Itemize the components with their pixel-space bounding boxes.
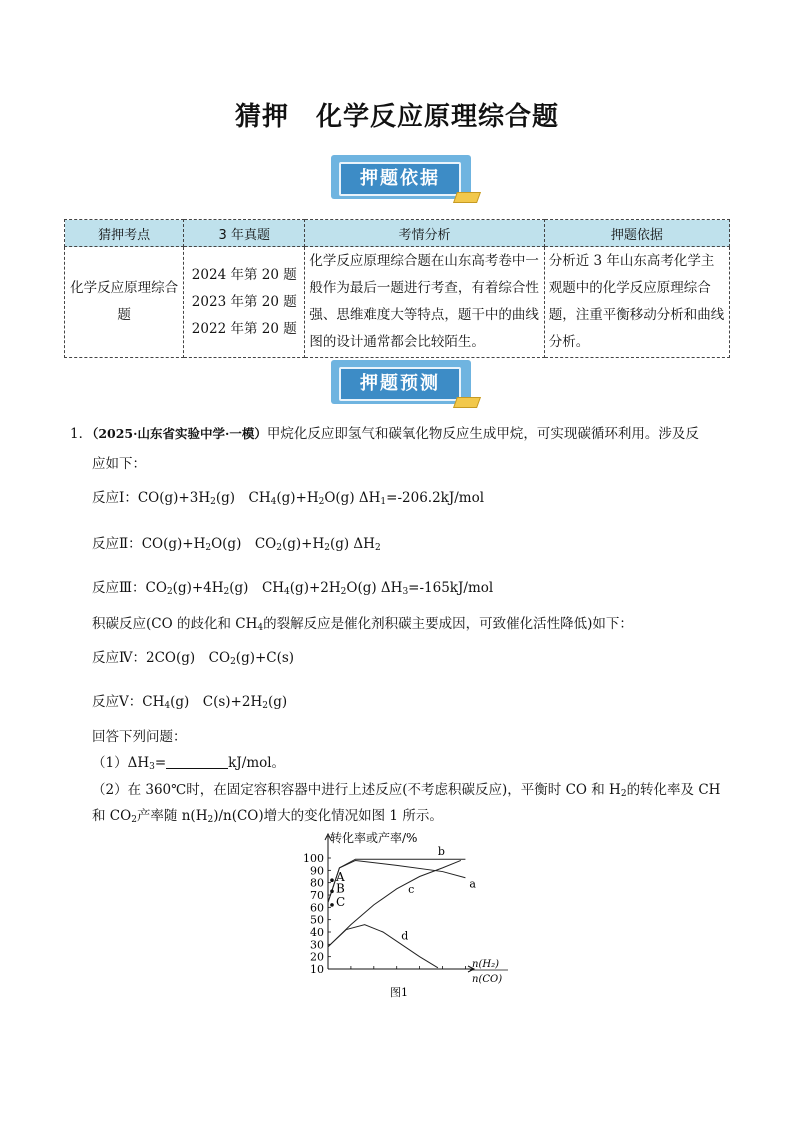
y-tick-label: 70 [310, 889, 324, 902]
cell-years [184, 247, 305, 358]
point-label-B: B [336, 881, 345, 896]
header-basis: 押题依据 [544, 220, 729, 247]
cell-analysis: 化学反应原理综合题在山东高考卷中一般作为最后一题进行考查，有着综合性强、思维难度大等特点，题干中的曲线图的设计通常都会比较陌生。 [305, 247, 544, 358]
cell-basis: 分析近 3 年山东高考化学主观题中的化学反应原理综合题，注重平衡移动分析和曲线分析。 [544, 247, 729, 358]
y-tick-label: 30 [310, 938, 324, 952]
y-tick-label: 20 [310, 950, 324, 964]
chart-caption: 图1 [390, 986, 408, 999]
banner-label: 押题依据 [339, 162, 461, 196]
exam-info-table [64, 219, 730, 358]
point-A [330, 878, 334, 882]
question-text-cont: 应如下： [92, 456, 146, 472]
y-axis-label: 转化率或产率/% [330, 831, 418, 845]
reaction-5: 反应Ⅴ：$CH_4(g)$ $C(s)+2H_2(g)$ [92, 694, 288, 711]
year-item: 2024 年第 20 题 [191, 266, 297, 283]
y-tick-label: 80 [310, 876, 324, 890]
series-label-b: b [437, 845, 445, 859]
reaction-2: 反应Ⅱ：$CO(g)+H_2O(g)$ $CO_2(g)+H_2(g)$ $\Delta H_2$ [92, 536, 381, 553]
carbon-deposition-text: 积碳反应(CO 的歧化和 $CH_4$的裂解反应是催化剂积碳主要成因，可致催化活性降低)如下： [92, 616, 633, 633]
question-source: （2025·山东省实验中学·一模） [92, 426, 267, 441]
y-tick-label: 90 [310, 864, 324, 878]
year-item: 2023 年第 20 题 [191, 293, 297, 310]
x-axis-label-num: n(H₂) [472, 959, 499, 970]
section-banner-basis [331, 155, 479, 205]
sub-question-2-cont: 和 $CO_2$产率随 $n(H_2)/n(CO)$增大的变化情况如图 1 所示。 [92, 808, 443, 825]
question-intro [70, 422, 730, 446]
series-label-a: a [469, 877, 476, 891]
cell-topic: 化学反应原理综合题 [65, 247, 184, 358]
series-line-d [328, 925, 438, 968]
question-text: 甲烷化反应即氢气和碳氧化物反应生成甲烷，可实现碳循环利用。涉及反 [266, 426, 699, 442]
y-tick-label: 40 [310, 926, 324, 939]
y-tick-label: 100 [303, 852, 324, 865]
point-B [330, 890, 334, 894]
answer-prompt: 回答下列问题： [92, 729, 187, 745]
series-line-c [328, 860, 461, 946]
header-years: 3 年真题 [184, 220, 305, 247]
conversion-yield-chart [290, 828, 520, 1008]
point-label-C: C [336, 894, 346, 909]
point-label-A: A [336, 870, 345, 885]
book-icon [453, 192, 481, 203]
page-title: 猜押 化学反应原理综合题 [234, 102, 559, 132]
header-analysis: 考情分析 [305, 220, 544, 247]
section-banner-prediction [331, 360, 479, 410]
year-item: 2022 年第 20 题 [191, 320, 297, 337]
x-axis-label-den: n(CO) [472, 974, 503, 985]
answer-blank[interactable] [166, 754, 228, 769]
reaction-4: 反应Ⅳ：2CO(g) $CO_2(g)+C(s)$ [92, 650, 295, 667]
book-icon [453, 397, 481, 408]
reaction-3: 反应Ⅲ：$CO_2(g)+4H_2(g)$ $CH_4(g)+2H_2O(g)$ $\Delta H_3=-165kJ$/mol [92, 580, 494, 597]
banner-label: 押题预测 [339, 367, 461, 401]
header-topic: 猜押考点 [65, 220, 184, 247]
question-number: 1． [70, 426, 93, 442]
reaction-1: 反应Ⅰ：$CO(g)+3H_2(g)$ $CH_4(g)+H_2O(g)$ $\Delta H_1=-206.2kJ$/mol [92, 490, 485, 507]
y-tick-label: 10 [310, 963, 324, 976]
series-label-c: c [408, 882, 415, 896]
sub-question-1: $(1)\Delta H_3= kJ/mol$。 [92, 755, 286, 772]
point-C [330, 903, 334, 907]
y-tick-label: 50 [310, 913, 324, 927]
series-label-d: d [401, 929, 409, 943]
sub-question-2: （2）在 360℃时，在固定容积容器中进行上述反应(不考虑积碳反应)，平衡时 CO 和 $H_2$的转化率及 CH [92, 782, 721, 799]
y-tick-label: 60 [310, 901, 324, 915]
